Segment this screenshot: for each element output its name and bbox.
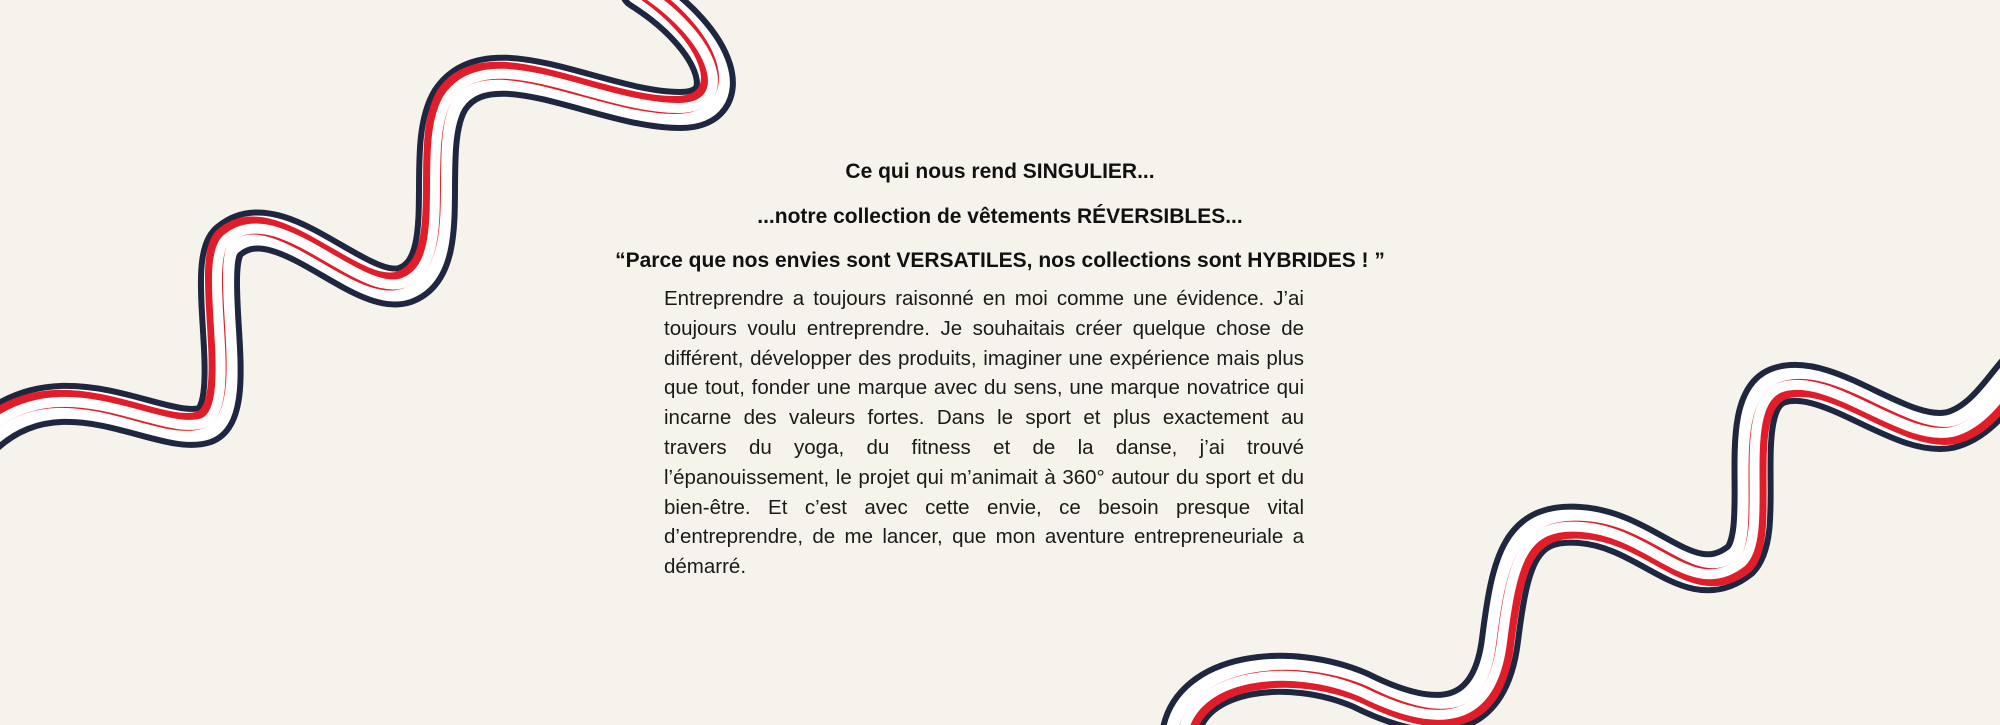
- heading-singulier: Ce qui nous rend SINGULIER...: [845, 160, 1155, 183]
- heading-block: [0, 150, 2000, 284]
- heading-collection: ...notre collection de vêtements RÉVERSIBLES...: [757, 204, 1243, 228]
- heading-quote: “Parce que nos envies sont VERSATILES, nos collections sont HYBRIDES ! ”: [615, 249, 1385, 272]
- founder-story-paragraph: Entreprendre a toujours raisonné en moi comme une évidence. J’ai toujours voulu entreprendre. Je souhaitais créer quelque chose de différent, développer des produits, imaginer une expérience mais plus que tout, fonder une marque avec du sens, une marque novatrice qui incarne des valeurs fortes. Dans le sport et plus exactement au travers du yoga, du fitness et de la danse, j’ai trouvé l’épanouissement, le projet qui m’animait à 360° autour du sport et du bien-être. Et c’est avec cette envie, ce besoin presque vital d’entreprendre, de me lancer, que mon aventure entrepreneuriale a démarré.: [664, 287, 1304, 579]
